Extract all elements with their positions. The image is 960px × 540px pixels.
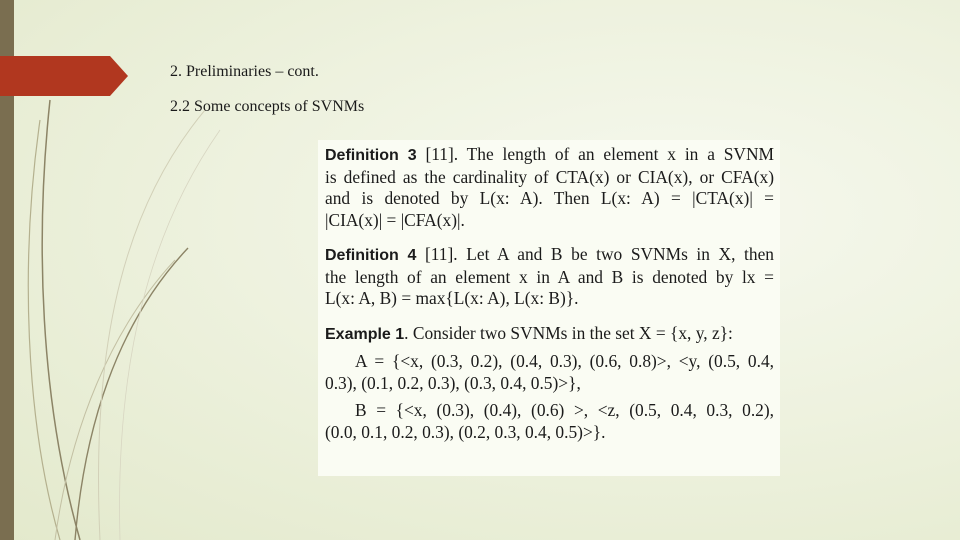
definition-4-line-3: L(x: A, B) = max{L(x: A), L(x: B)}. (325, 288, 579, 308)
slide-subheading: 2.2 Some concepts of SVNMs (170, 98, 365, 115)
content-image-block (318, 140, 780, 476)
definition-3-line-4: |CIA(x)| = |CFA(x)|. (325, 209, 465, 230)
example-1 (325, 323, 774, 346)
definition-3-line-2: is defined as the cardinality of CTA(x) or CIA(x), or CFA(x) (325, 166, 774, 187)
set-a-line-1: A = {<x, (0.3, 0.2), (0.4, 0.3), (0.6, 0.8)>, <y, (0.5, 0.4, (355, 351, 774, 371)
red-accent-arrow (0, 56, 128, 96)
set-b (325, 400, 774, 443)
definition-3-line-1: [11]. The length of an element x in a SVNM (416, 144, 775, 164)
set-b-line-2: (0.0, 0.1, 0.2, 0.3), (0.2, 0.3, 0.4, 0.5)>}. (325, 421, 606, 442)
definition-4-line-2: the length of an element x in A and B is denoted by lx = (325, 266, 774, 287)
definition-3-label: Definition 3 (325, 147, 417, 164)
definition-4 (325, 244, 774, 310)
set-a (325, 351, 774, 394)
definition-4-label: Definition 4 (325, 247, 417, 264)
set-b-line-1: B = {<x, (0.3), (0.4), (0.6) >, <z, (0.5, 0.4, 0.3, 0.2), (355, 400, 774, 420)
definition-3-line-3: and is denoted by L(x: A). Then L(x: A) = |CTA(x)| = (325, 188, 774, 208)
set-a-line-2: 0.3), (0.1, 0.2, 0.3), (0.3, 0.4, 0.5)>}, (325, 372, 581, 393)
definition-3 (325, 144, 774, 231)
definition-4-line-1: [11]. Let A and B be two SVNMs in X, then (416, 244, 774, 264)
example-1-intro: . Consider two SVNMs in the set X = {x, y, z}: (404, 322, 733, 343)
slide-heading: 2. Preliminaries – cont. (170, 63, 319, 80)
example-1-label: Example 1 (325, 325, 405, 343)
